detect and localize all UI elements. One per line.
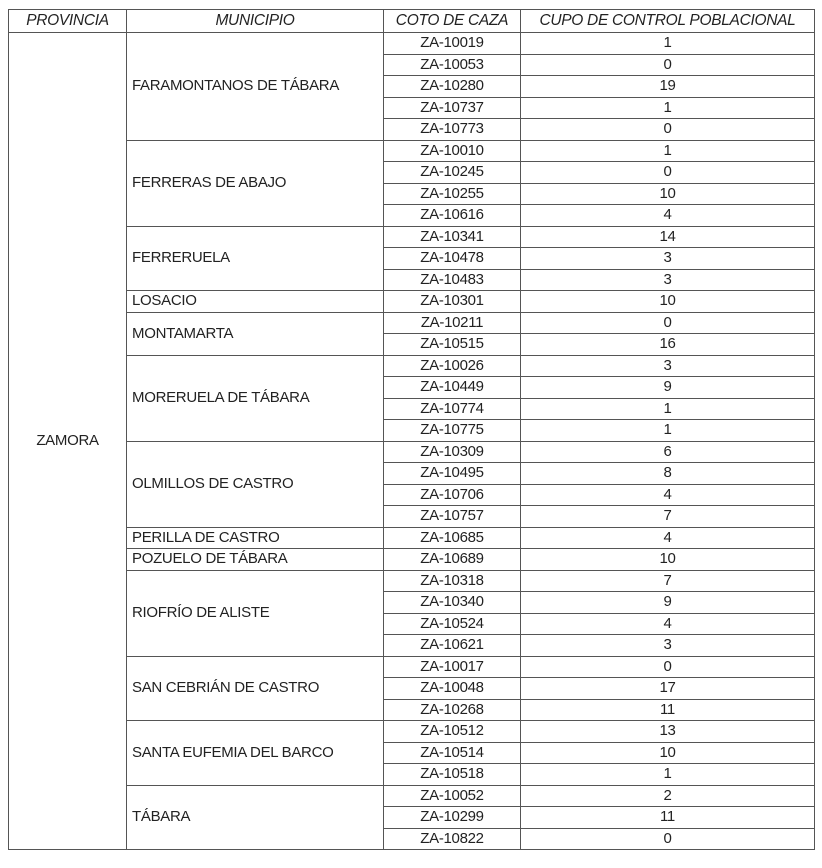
cupo-cell: 0 [521,656,815,678]
coto-cell: ZA-10309 [384,441,521,463]
cupo-cell: 16 [521,334,815,356]
cupo-cell: 6 [521,441,815,463]
municipio-cell: FERRERUELA [127,226,384,291]
cupo-cell: 1 [521,398,815,420]
cupo-cell: 1 [521,33,815,55]
cupo-cell: 3 [521,635,815,657]
cupo-cell: 10 [521,742,815,764]
cupo-cell: 1 [521,140,815,162]
coto-cell: ZA-10048 [384,678,521,700]
municipio-cell: PERILLA DE CASTRO [127,527,384,549]
cupo-cell: 1 [521,97,815,119]
coto-cell: ZA-10478 [384,248,521,270]
cupo-cell: 3 [521,355,815,377]
coto-cell: ZA-10255 [384,183,521,205]
cupo-cell: 10 [521,549,815,571]
cupo-cell: 1 [521,764,815,786]
municipio-cell: SANTA EUFEMIA DEL BARCO [127,721,384,786]
coto-cell: ZA-10010 [384,140,521,162]
coto-cell: ZA-10689 [384,549,521,571]
coto-cell: ZA-10524 [384,613,521,635]
cupo-cell: 0 [521,54,815,76]
coto-cell: ZA-10341 [384,226,521,248]
coto-cell: ZA-10052 [384,785,521,807]
cupo-cell: 0 [521,828,815,850]
header-provincia: PROVINCIA [9,10,127,33]
table-row [9,140,815,162]
coto-cell: ZA-10621 [384,635,521,657]
table-row [9,549,815,571]
municipio-cell: MONTAMARTA [127,312,384,355]
coto-cell: ZA-10017 [384,656,521,678]
coto-cell: ZA-10773 [384,119,521,141]
cupo-cell: 7 [521,570,815,592]
cupo-cell: 17 [521,678,815,700]
coto-cell: ZA-10318 [384,570,521,592]
coto-cell: ZA-10757 [384,506,521,528]
cupo-cell: 8 [521,463,815,485]
cupo-cell: 9 [521,592,815,614]
cupo-cell: 0 [521,119,815,141]
cupo-table [8,9,815,850]
cupo-cell: 7 [521,506,815,528]
municipio-cell: RIOFRÍO DE ALISTE [127,570,384,656]
coto-cell: ZA-10340 [384,592,521,614]
table-row [9,355,815,377]
coto-cell: ZA-10616 [384,205,521,227]
cupo-cell: 10 [521,291,815,313]
coto-cell: ZA-10515 [384,334,521,356]
cupo-cell: 19 [521,76,815,98]
municipio-cell: LOSACIO [127,291,384,313]
municipio-cell: MORERUELA DE TÁBARA [127,355,384,441]
table-row [9,570,815,592]
coto-cell: ZA-10268 [384,699,521,721]
table-row [9,721,815,743]
cupo-cell: 11 [521,699,815,721]
coto-cell: ZA-10019 [384,33,521,55]
table-row [9,441,815,463]
cupo-cell: 4 [521,205,815,227]
table-row [9,656,815,678]
cupo-cell: 10 [521,183,815,205]
table-row [9,312,815,334]
cupo-cell: 2 [521,785,815,807]
coto-cell: ZA-10301 [384,291,521,313]
coto-cell: ZA-10685 [384,527,521,549]
cupo-cell: 9 [521,377,815,399]
cupo-cell: 0 [521,312,815,334]
coto-cell: ZA-10514 [384,742,521,764]
coto-cell: ZA-10211 [384,312,521,334]
coto-cell: ZA-10706 [384,484,521,506]
header-row [9,10,815,33]
table-row [9,785,815,807]
cupo-cell: 13 [521,721,815,743]
municipio-cell: SAN CEBRIÁN DE CASTRO [127,656,384,721]
cupo-cell: 0 [521,162,815,184]
cupo-cell: 11 [521,807,815,829]
municipio-cell: TÁBARA [127,785,384,850]
coto-cell: ZA-10483 [384,269,521,291]
municipio-cell: FARAMONTANOS DE TÁBARA [127,33,384,141]
municipio-cell: POZUELO DE TÁBARA [127,549,384,571]
cupo-cell: 4 [521,613,815,635]
table-row [9,527,815,549]
municipio-cell: FERRERAS DE ABAJO [127,140,384,226]
coto-cell: ZA-10280 [384,76,521,98]
provincia-cell: ZAMORA [9,33,127,850]
cupo-cell: 3 [521,269,815,291]
coto-cell: ZA-10512 [384,721,521,743]
table-row [9,291,815,313]
cupo-cell: 4 [521,484,815,506]
coto-cell: ZA-10245 [384,162,521,184]
table-row [9,226,815,248]
cupo-cell: 4 [521,527,815,549]
coto-cell: ZA-10518 [384,764,521,786]
cupo-cell: 14 [521,226,815,248]
coto-cell: ZA-10053 [384,54,521,76]
coto-cell: ZA-10775 [384,420,521,442]
cupo-cell: 3 [521,248,815,270]
municipio-cell: OLMILLOS DE CASTRO [127,441,384,527]
cupo-cell: 1 [521,420,815,442]
header-coto: COTO DE CAZA [384,10,521,33]
header-cupo: CUPO DE CONTROL POBLACIONAL [521,10,815,33]
coto-cell: ZA-10774 [384,398,521,420]
header-municipio: MUNICIPIO [127,10,384,33]
table-row [9,33,815,55]
coto-cell: ZA-10026 [384,355,521,377]
coto-cell: ZA-10299 [384,807,521,829]
coto-cell: ZA-10495 [384,463,521,485]
coto-cell: ZA-10822 [384,828,521,850]
coto-cell: ZA-10449 [384,377,521,399]
coto-cell: ZA-10737 [384,97,521,119]
